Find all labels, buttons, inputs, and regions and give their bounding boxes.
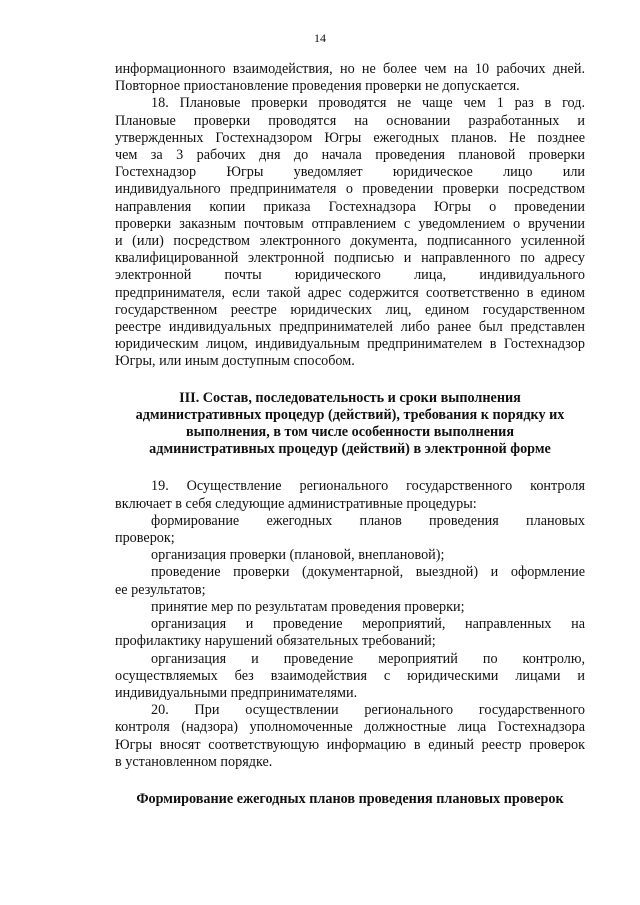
- text-line: формирование ежегодных планов проведения плановых: [151, 512, 585, 529]
- text-line: ее результатов;: [115, 581, 206, 598]
- text-line: 19. Осуществление регионального государственного контроля: [151, 478, 585, 495]
- procedure-list: [115, 513, 585, 702]
- document-body: [115, 61, 585, 808]
- section-3-heading: [115, 390, 585, 459]
- list-item: [115, 564, 585, 598]
- text-line: организация и проведение мероприятий по контролю,: [151, 650, 585, 667]
- text-line: 18. Плановые проверки проводятся не чаще чем 1 раз в год.: [151, 95, 585, 112]
- text-line: информационного взаимодействия, но не более чем на 10 рабочих дней.: [115, 61, 585, 77]
- text-line: контроля (надзора) уполномоченные должностные лица Гостехнадзора: [115, 719, 585, 736]
- text-line: направления копии приказа Гостехнадзора Югры о проведении: [115, 198, 585, 215]
- heading-line: административных процедур (действий), требования к порядку их: [135, 406, 565, 423]
- text-line: 20. При осуществлении регионального государственного: [151, 702, 585, 719]
- text-line: проведение проверки (документарной, выездной) и оформление: [151, 564, 585, 581]
- list-item: [115, 651, 585, 703]
- subsection-heading: [115, 791, 585, 808]
- text-line: государственном реестре юридических лиц, едином государственном: [115, 301, 585, 318]
- text-line: индивидуальными предпринимателями.: [115, 684, 358, 701]
- page-number: 14: [314, 31, 326, 45]
- text-line: включает в себя следующие административные процедуры:: [115, 495, 477, 512]
- heading-line: выполнения, в том числе особенности выполнения: [185, 424, 515, 441]
- text-line: Повторное приостановление проведения проверки не допускается.: [115, 78, 520, 95]
- text-line: реестре индивидуальных предпринимателей либо ранее был представлен: [115, 319, 585, 336]
- text-line: профилактику нарушений обязательных требований;: [115, 633, 436, 650]
- paragraph-18: [115, 95, 585, 370]
- text-line: электронной почты юридического лица, индивидуального: [115, 267, 585, 284]
- text-line: предпринимателя, если такой адрес содержится соответственно в едином: [115, 284, 585, 301]
- paragraph-19: [115, 478, 585, 512]
- text-line: Гостехнадзор Югры уведомляет юридическое лицо или: [115, 164, 585, 181]
- text-line: проверок;: [115, 530, 175, 547]
- text-line: юридическим лицом, индивидуальным предпринимателем в Гостехнадзор: [115, 336, 585, 353]
- text-line: в установленном порядке.: [115, 753, 273, 770]
- text-line: Плановые проверки проводятся на основании разработанных и: [115, 112, 585, 129]
- list-item: [115, 513, 585, 547]
- text-line: осуществляемых без взаимодействия с юридическими лицами и: [115, 667, 585, 684]
- list-item: [115, 547, 585, 564]
- text-line: принятие мер по результатам проведения проверки;: [151, 598, 465, 615]
- heading-line: Формирование ежегодных планов проведения плановых проверок: [136, 790, 564, 807]
- text-line: Югры, или иным доступным способом.: [115, 353, 355, 370]
- heading-line: административных процедур (действий) в электронной форме: [149, 441, 551, 458]
- list-item: [115, 616, 585, 650]
- text-line: утвержденных Гостехнадзором Югры ежегодных планов. Не позднее: [115, 129, 585, 146]
- paragraph-20: [115, 702, 585, 771]
- text-line: индивидуального предпринимателя о проведении проверки посредством: [115, 181, 585, 198]
- text-line: организация и проведение мероприятий, направленных на: [151, 616, 585, 633]
- text-line: квалифицированной электронной подписью и направленного по адресу: [115, 250, 585, 267]
- text-line: и (или) посредством электронного документа, подписанного усиленной: [115, 233, 585, 250]
- text-line: проверки заказным почтовым отправлением с уведомлением о вручении: [115, 215, 585, 232]
- text-line: Югры вносят соответствующую информацию в единый реестр проверок: [115, 736, 585, 753]
- text-line: организация проверки (плановой, внеплановой);: [151, 547, 445, 564]
- heading-line: III. Состав, последовательность и сроки выполнения: [179, 389, 521, 406]
- list-item: [115, 599, 585, 616]
- intro-paragraph: [115, 61, 585, 95]
- text-line: чем за 3 рабочих дня до начала проведения плановой проверки: [115, 147, 585, 164]
